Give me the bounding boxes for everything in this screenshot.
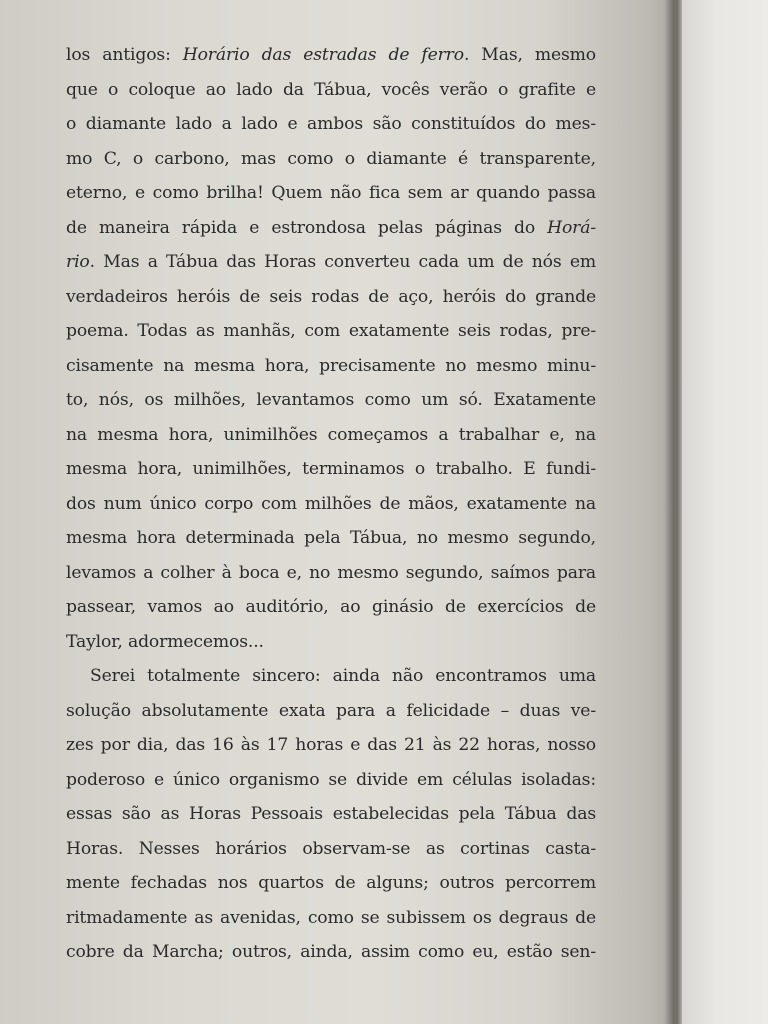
book-gutter-shadow [664,0,682,1024]
line-text: mesma hora, unimilhões, terminamos o trabalho. E fundi- [66,459,596,479]
line-text: Horas. Nesses horários observam-se as cortinas casta- [66,838,596,859]
italic-text: Horá- [547,217,596,238]
line-text: que o coloque ao lado da Tábua, vocês verão o grafite e [66,79,596,100]
text-line [66,866,596,901]
line-text: dos num único corpo com milhões de mãos, exatamente na [66,493,596,514]
text-line [66,107,596,142]
text-line [66,73,596,108]
text-line [66,556,596,591]
text-line [66,797,596,832]
line-text: poderoso e único organismo se divide em células isoladas: [66,769,596,790]
line-text: Taylor, adormecemos... [66,631,264,652]
line-text: los antigos: [66,45,183,65]
line-text: de maneira rápida e estrondosa pelas páginas do [66,217,548,238]
italic-text: Horário das estradas de ferro [182,45,464,65]
line-text: . Mas, mesmo [463,45,596,65]
text-line [66,935,596,970]
line-text: mesma hora determinada pela Tábua, no mesmo segundo, [66,528,596,548]
line-text: mente fechadas nos quartos de alguns; outros percorrem [66,873,596,893]
text-line [66,487,596,522]
text-line [66,142,596,177]
text-line [66,521,596,556]
facing-page-edge [682,0,768,1024]
text-line [66,590,596,625]
line-text: verdadeiros heróis de seis rodas de aço, heróis do grande [66,286,596,307]
line-text: Serei totalmente sincero: ainda não encontramos uma [90,666,596,686]
text-line [66,383,596,418]
line-text: levamos a colher à boca e, no mesmo segundo, saímos para [66,562,596,583]
text-line [66,176,596,211]
line-text: mo C, o carbono, mas como o diamante é transparente, [66,148,596,169]
line-text: solução absolutamente exata para a felicidade – duas ve- [66,700,596,721]
text-line [66,418,596,453]
text-line [66,314,596,349]
text-line [66,728,596,763]
page-body-text [66,38,596,970]
line-text: . Mas a Tábua das Horas converteu cada um de nós em [89,252,596,272]
line-text: essas são as Horas Pessoais estabelecidas pela Tábua das [66,804,596,824]
text-line [66,245,596,280]
line-text: na mesma hora, unimilhões começamos a trabalhar e, na [66,424,596,445]
line-text: passear, vamos ao auditório, ao ginásio de exercícios de [66,597,596,617]
line-text: cisamente na mesma hora, precisamente no mesmo minu- [66,355,596,376]
text-line [66,38,596,73]
text-line [66,694,596,729]
line-text: eterno, e como brilha! Quem não fica sem ar quando passa [66,183,596,203]
text-line [66,659,596,694]
text-line [66,280,596,315]
text-line [66,452,596,487]
text-line [66,625,596,660]
line-text: cobre da Marcha; outros, ainda, assim como eu, estão sen- [66,942,596,962]
line-text: o diamante lado a lado e ambos são constituídos do mes- [66,114,596,134]
line-text: poema. Todas as manhãs, com exatamente seis rodas, pre- [66,321,596,341]
text-line [66,832,596,867]
line-text: zes por dia, das 16 às 17 horas e das 21 às 22 horas, nosso [66,735,596,755]
text-line [66,211,596,246]
line-text: ritmadamente as avenidas, como se subissem os degraus de [66,907,596,928]
italic-text: rio [66,252,90,272]
text-line [66,349,596,384]
text-line [66,901,596,936]
text-line [66,763,596,798]
line-text: to, nós, os milhões, levantamos como um só. Exatamente [66,390,596,410]
